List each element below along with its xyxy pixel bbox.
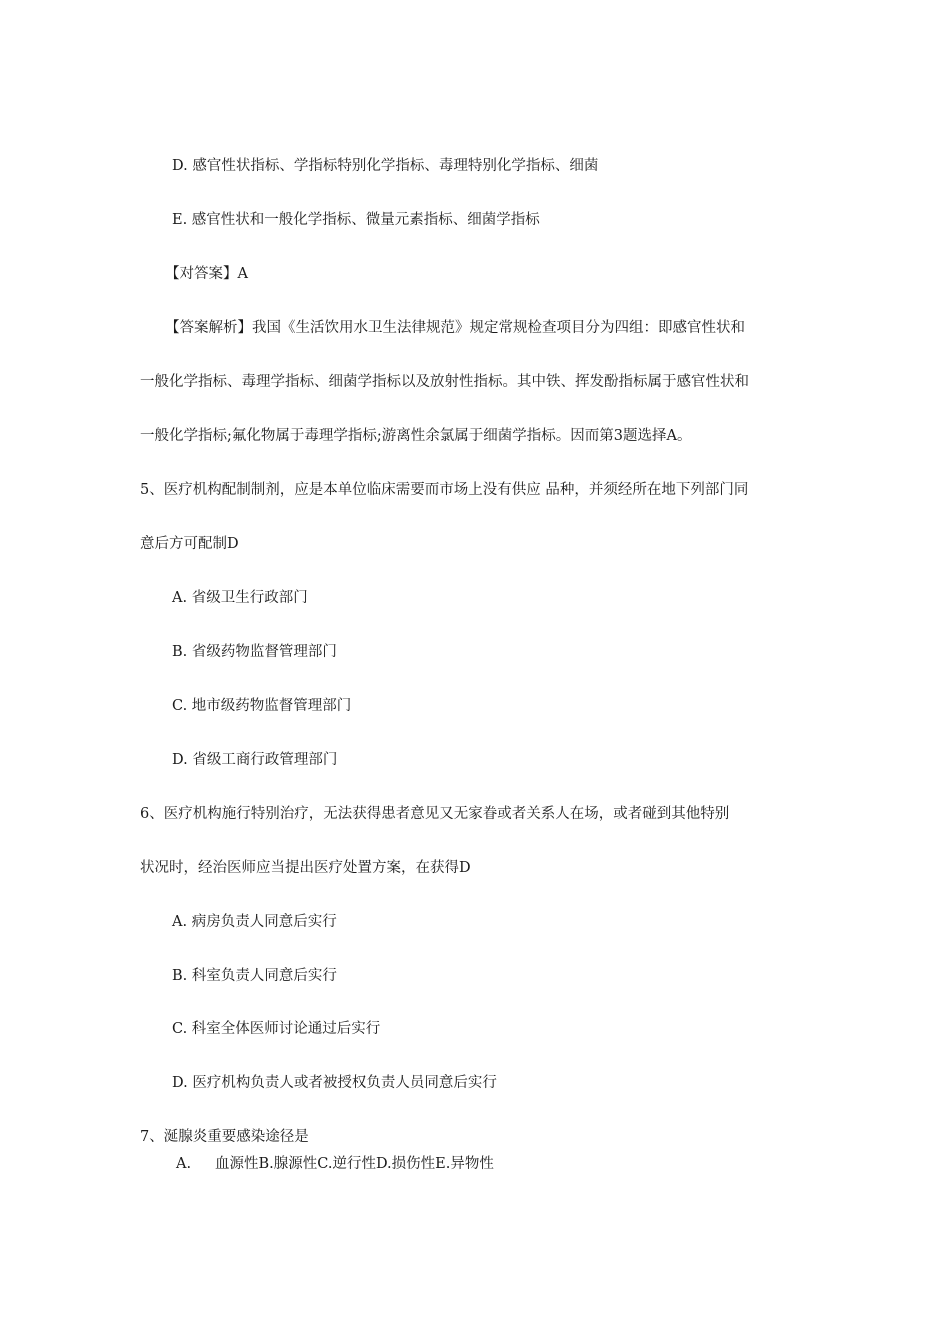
prev-answer: 【对答案】A: [165, 266, 248, 282]
prev-analysis-line-1: 【答案解析】我国《生活饮用水卫生法律规范》规定常规检查项目分为四组：即感官性状和: [165, 320, 745, 336]
q5-stem-line-1: 5、医疗机构配制制剂，应是本单位临床需要而市场上没有供应 品种，并须经所在地下列部门同: [140, 482, 749, 498]
q6-option-b: B. 科室负责人同意后实行: [172, 968, 337, 984]
q6-option-c: C. 科室全体医师讨论通过后实行: [172, 1021, 381, 1037]
q7-option-letter: A.: [176, 1156, 192, 1172]
q6-stem-line-1: 6、医疗机构施行特别治疗，无法获得患者意见又无家眷或者关系人在场，或者碰到其他特别: [140, 806, 730, 822]
q5-option-b: B. 省级药物监督管理部门: [172, 644, 337, 660]
q6-option-a: A. 病房负责人同意后实行: [172, 914, 337, 930]
q5-option-a: A. 省级卫生行政部门: [172, 590, 308, 606]
prev-analysis-line-2: 一般化学指标、毒理学指标、细菌学指标以及放射性指标。其中铁、挥发酚指标属于感官性状和: [140, 374, 749, 390]
q5-option-c: C. 地市级药物监督管理部门: [172, 698, 352, 714]
q7-options-text: 血源性B.腺源性C.逆行性D.损伤性E.异物性: [215, 1156, 494, 1172]
prev-option-d: D. 感官性状指标、学指标特别化学指标、毒理特别化学指标、细菌: [172, 158, 599, 174]
q5-stem-line-2: 意后方可配制D: [140, 536, 239, 552]
prev-option-e: E. 感官性状和一般化学指标、微量元素指标、细菌学指标: [172, 212, 540, 228]
q6-option-d: D. 医疗机构负责人或者被授权负责人员同意后实行: [172, 1075, 497, 1091]
q6-stem-line-2: 状况时，经治医师应当提出医疗处置方案，在获得D: [140, 860, 471, 876]
q5-option-d: D. 省级工商行政管理部门: [172, 752, 338, 768]
q7-stem: 7、涎腺炎重要感染途径是: [140, 1129, 309, 1145]
prev-analysis-line-3: 一般化学指标;氟化物属于毒理学指标;游离性余氯属于细菌学指标。因而第3题选择A。: [140, 428, 692, 444]
